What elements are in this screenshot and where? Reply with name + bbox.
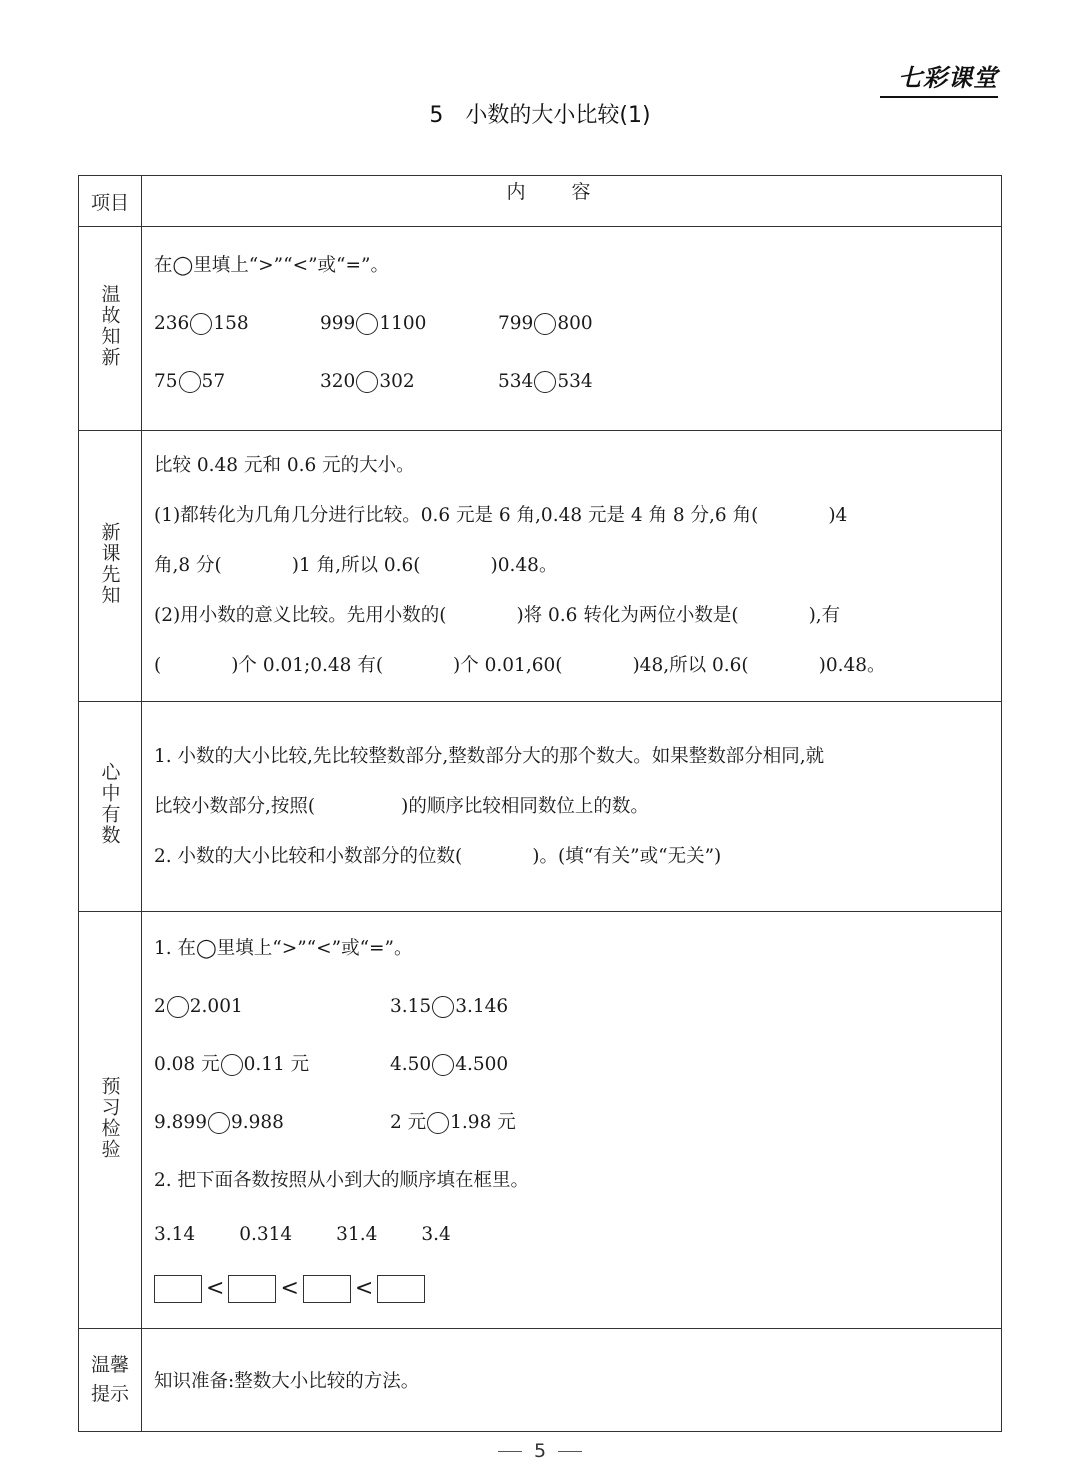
compare-circle[interactable] bbox=[534, 371, 556, 393]
review-row-1: 236 158 999 1100 799 800 bbox=[154, 313, 593, 334]
new-lesson-line-3: 角,8 分( )1 角,所以 0.6( )0.48。 bbox=[154, 554, 558, 576]
preview-pair-row-2: 0.08 元 0.11 元 4.50 4.500 bbox=[154, 1054, 509, 1075]
compare-circle[interactable] bbox=[167, 996, 189, 1018]
lesson-title: 小数的大小比较(1) bbox=[465, 103, 651, 128]
tip-text: 知识准备:整数大小比较的方法。 bbox=[154, 1370, 420, 1392]
preview-check-content bbox=[142, 912, 1002, 1329]
page-dash-right bbox=[558, 1451, 582, 1452]
new-lesson-line-4: (2)用小数的意义比较。先用小数的( )将 0.6 转化为两位小数是( ),有 bbox=[154, 604, 841, 626]
compare-circle[interactable] bbox=[432, 996, 454, 1018]
preview-check-label: 预习检验 bbox=[98, 1075, 121, 1160]
key-points-section bbox=[79, 702, 1002, 912]
review-content bbox=[142, 227, 1002, 431]
number-item: 31.4 bbox=[336, 1223, 378, 1245]
compare-circle[interactable] bbox=[221, 1054, 243, 1076]
answer-box[interactable] bbox=[228, 1275, 276, 1303]
review-section bbox=[79, 227, 1002, 431]
page-number: 5 bbox=[0, 1440, 1080, 1462]
lesson-number: 5 bbox=[429, 103, 444, 128]
review-label: 温故知新 bbox=[98, 284, 121, 368]
tip-content bbox=[142, 1329, 1002, 1432]
key-point-1a: 1. 小数的大小比较,先比较整数部分,整数部分大的那个数大。如果整数部分相同,就 bbox=[154, 745, 825, 767]
preview-q1: 1. 在◯里填上“>”“<”或“=”。 bbox=[154, 937, 413, 959]
tip-section bbox=[79, 1329, 1002, 1432]
ordering-boxes bbox=[154, 1260, 989, 1318]
compare-circle[interactable] bbox=[208, 1112, 230, 1134]
answer-box[interactable] bbox=[377, 1275, 425, 1303]
compare-circle[interactable] bbox=[534, 313, 556, 335]
new-lesson-line-2: (1)都转化为几角几分进行比较。0.6 元是 6 角,0.48 元是 4 角 8 分,6 角( )4 bbox=[154, 504, 848, 526]
preview-pair-row-3: 9.899 9.988 2 元 1.98 元 bbox=[154, 1112, 516, 1133]
header-item: 项目 bbox=[79, 176, 142, 227]
less-than-sign: < bbox=[206, 1276, 225, 1301]
review-row-2: 75 57 320 302 534 534 bbox=[154, 371, 593, 392]
page-dash-left bbox=[498, 1451, 522, 1452]
new-lesson-line-5: ( )个 0.01;0.48 有( )个 0.01,60( )48,所以 0.6( )0.48。 bbox=[154, 654, 886, 676]
answer-box[interactable] bbox=[154, 1275, 202, 1303]
preview-pair-row-1: 2 2.001 3.15 3.146 bbox=[154, 996, 509, 1017]
number-item: 3.4 bbox=[421, 1223, 451, 1245]
less-than-sign: < bbox=[280, 1276, 299, 1301]
new-lesson-label: 新课先知 bbox=[98, 521, 121, 606]
brand-text: 七彩课堂 bbox=[898, 64, 998, 92]
new-lesson-section bbox=[79, 431, 1002, 702]
new-lesson-line-1: 比较 0.48 元和 0.6 元的大小。 bbox=[154, 454, 415, 476]
preview-q2: 2. 把下面各数按照从小到大的顺序填在框里。 bbox=[154, 1169, 530, 1191]
new-lesson-content bbox=[142, 431, 1002, 702]
table-header-row bbox=[79, 176, 1002, 227]
header-content: 内容 bbox=[142, 176, 1002, 227]
tip-label: 温馨 提示 bbox=[79, 1329, 142, 1432]
less-than-sign: < bbox=[354, 1276, 374, 1301]
key-points-label: 心中有数 bbox=[98, 762, 121, 846]
answer-box[interactable] bbox=[303, 1275, 351, 1303]
compare-circle[interactable] bbox=[427, 1112, 449, 1134]
brand-logo bbox=[880, 58, 998, 98]
compare-circle[interactable] bbox=[190, 313, 212, 335]
compare-circle[interactable] bbox=[179, 371, 201, 393]
compare-circle[interactable] bbox=[432, 1054, 454, 1076]
number-item: 3.14 bbox=[154, 1223, 196, 1245]
page-title bbox=[0, 98, 1080, 129]
number-item: 0.314 bbox=[239, 1223, 293, 1245]
lesson-table bbox=[78, 175, 1002, 1432]
preview-check-section bbox=[79, 912, 1002, 1329]
key-point-2: 2. 小数的大小比较和小数部分的位数( )。(填“有关”或“无关”) bbox=[154, 845, 722, 867]
review-instruction: 在◯里填上“>”“<”或“=”。 bbox=[154, 254, 389, 276]
compare-circle[interactable] bbox=[356, 371, 378, 393]
key-points-content bbox=[142, 702, 1002, 912]
preview-numbers bbox=[154, 1210, 989, 1260]
compare-circle[interactable] bbox=[356, 313, 378, 335]
key-point-1b: 比较小数部分,按照( )的顺序比较相同数位上的数。 bbox=[154, 795, 649, 817]
